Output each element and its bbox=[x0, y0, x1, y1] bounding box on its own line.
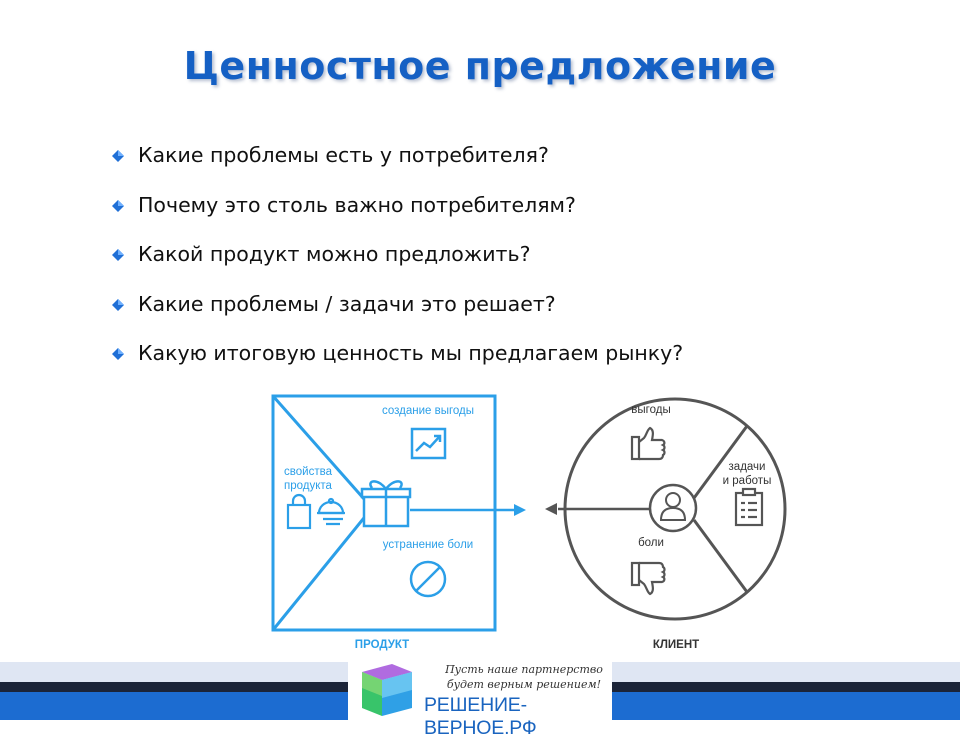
customer-person-icon bbox=[650, 485, 696, 531]
shopping-bag-icon bbox=[288, 495, 310, 528]
bullet-text: Какую итоговую ценность мы предлагаем рынку? bbox=[138, 341, 684, 365]
pains-label: боли bbox=[638, 537, 664, 549]
clipboard-icon bbox=[736, 489, 762, 525]
tagline-line-2: будет верным решением! bbox=[446, 678, 602, 691]
bullet-list bbox=[112, 143, 683, 391]
pain-reliever-icon bbox=[411, 562, 445, 596]
footer-logo bbox=[348, 660, 612, 739]
brand-name: РЕШЕНИЕ-ВЕРНОЕ.РФ bbox=[424, 694, 537, 739]
bullet-item bbox=[112, 341, 683, 391]
bullet-text: Какой продукт можно предложить? bbox=[138, 242, 531, 266]
chart-growth-icon bbox=[412, 429, 445, 458]
service-cloche-icon bbox=[317, 499, 345, 524]
gain-creators-label: создание выгоды bbox=[381, 405, 475, 417]
bullet-item bbox=[112, 143, 683, 193]
thumbs-up-icon bbox=[632, 428, 665, 459]
bullet-text: Какие проблемы есть у потребителя? bbox=[138, 143, 549, 167]
jobs-label-1: задачи bbox=[728, 461, 766, 473]
bullet-item bbox=[112, 242, 683, 292]
bullet-item bbox=[112, 193, 683, 243]
value-proposition-canvas bbox=[260, 388, 800, 658]
products-services-label-2: продукта bbox=[284, 480, 332, 492]
gains-label: выгоды bbox=[631, 404, 671, 416]
pain-relievers-label: устранение боли bbox=[382, 539, 474, 551]
tagline-line-1: Пусть наше партнерство bbox=[445, 663, 603, 676]
bullet-item bbox=[112, 292, 683, 342]
thumbs-down-icon bbox=[632, 563, 665, 594]
footer-tagline bbox=[440, 662, 608, 692]
bullet-text: Какие проблемы / задачи это решает? bbox=[138, 291, 556, 316]
diamond-bullet-icon bbox=[112, 348, 124, 360]
diamond-bullet-icon bbox=[112, 249, 124, 261]
cube-logo-icon bbox=[350, 660, 420, 720]
product-to-customer-arrow bbox=[410, 504, 526, 516]
bullet-text: Почему это столь важно потребителям? bbox=[138, 192, 576, 217]
page-title: Ценностное предложение bbox=[183, 44, 777, 88]
jobs-label-2: и работы bbox=[722, 475, 772, 487]
diamond-bullet-icon bbox=[112, 150, 124, 162]
gift-icon bbox=[362, 481, 410, 526]
product-caption: ПРОДУКТ bbox=[354, 639, 410, 651]
customer-caption: КЛИЕНТ bbox=[652, 639, 700, 651]
diamond-bullet-icon bbox=[112, 299, 124, 311]
products-services-label-1: свойства bbox=[284, 466, 332, 478]
customer-to-product-arrow bbox=[545, 503, 652, 515]
diamond-bullet-icon bbox=[112, 200, 124, 212]
